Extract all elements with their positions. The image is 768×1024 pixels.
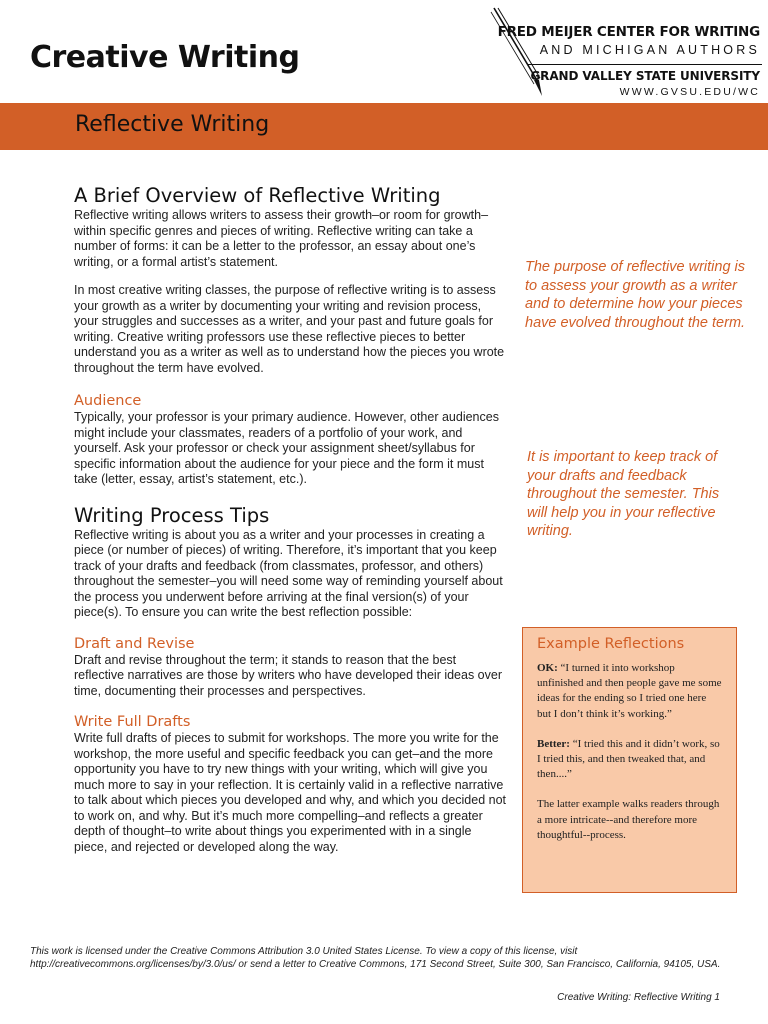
- example-ok-label: OK:: [537, 662, 558, 674]
- page-footer-label: Creative Writing: Reflective Writing 1: [557, 992, 720, 1003]
- example-ok: [537, 661, 722, 722]
- license-footer: This work is licensed under the Creative Commons Attribution 3.0 United States License. To view a copy of this license, visit http://creativecommons.org/licenses/by/3.0/us/ or send a letter to Creative Commons, 171 Second Street, Suite 300, San Francisco, California, 94105, USA.: [30, 946, 721, 970]
- example-better-label: Better:: [537, 737, 570, 750]
- example-box-title: Example Reflections: [537, 636, 685, 652]
- audience-paragraph: Typically, your professor is your primary audience. However, other audiences might include your classmates, readers of a portfolio of your work, and yourself. Ask your professor or check your assignment sheet/syllabus for specific information about the audience for your piece and the form it must take (letter, essay, artist’s statement, etc.).: [74, 410, 499, 486]
- example-better-text: “I tried this and it didn’t work, so I tried this, and then tweaked that, and then....”: [537, 737, 720, 781]
- document-title: Creative Writing: [30, 40, 300, 75]
- tips-paragraph: Reflective writing is about you as a writer and your processes in creating a piece (or number of pieces) of writing. Therefore, it’s important that you keep track of your drafts and feedback (from classmates, professor, and others) throughout the semester–you will need some way of reminding yourself about the process you underwent before arriving at the final version(s) of your piece(s). To ensure you can write the best reflection possible:: [74, 527, 503, 619]
- main-content: [74, 184, 506, 855]
- draft-paragraph: Draft and revise throughout the term; it stands to reason that the best reflective narratives are those by writers who have developed their ideas over time, documenting their processes and perspectives.: [74, 652, 502, 698]
- pullquote-purpose: The purpose of reflective writing is to assess your growth as a writer and to determine how your pieces have evolved throughout the term.: [525, 259, 746, 331]
- logo-line-university: GRAND VALLEY STATE UNIVERSITY: [530, 69, 760, 83]
- draft-heading: Draft and Revise: [74, 635, 195, 652]
- section-banner: [0, 103, 768, 150]
- tips-heading: Writing Process Tips: [74, 503, 270, 527]
- overview-paragraph-2: In most creative writing classes, the purpose of reflective writing is to assess your growth as a writer by documenting your writing and revision process, your struggles and successes as a writer, and your past and future goals for writing. Creative writing professors use these reflective pieces to better understand you as a writer as well as to understand how the pieces you wrote throughout the term have evolved.: [74, 283, 505, 375]
- audience-heading: Audience: [74, 393, 142, 409]
- example-ok-text: “I turned it into workshop unfinished and then people gave me some ideas for the ending so I tried one here but I don’t think it’s working.”: [537, 662, 722, 720]
- full-drafts-paragraph: Write full drafts of pieces to submit for workshops. The more you write for the workshop, the more useful and specific feedback you can get–and the more opportunity you have to try new things with your writing, which will give you much more to say in your reflection. It is certainly valid in a reflective narrative to talk about which pieces you developed and why, and which you decided not to work on, and why. But it’s much more compelling–and reflects a greater depth of thought–to write about things you experimented with in a single piece, and rejected or developed along the way.: [74, 731, 507, 854]
- example-better: [537, 737, 722, 783]
- logo-line-center: FRED MEIJER CENTER FOR WRITING: [497, 24, 760, 40]
- logo-divider: [528, 64, 762, 65]
- logo-line-authors: AND MICHIGAN AUTHORS: [539, 43, 760, 57]
- full-drafts-heading: Write Full Drafts: [74, 714, 191, 730]
- gvsu-writing-center-logo: [488, 6, 766, 98]
- overview-heading: A Brief Overview of Reflective Writing: [74, 184, 441, 207]
- overview-paragraph-1: Reflective writing allows writers to assess their growth–or room for growth–within specific genres and pieces of writing. Reflective writing can take a number of forms: it can be a letter to the professor, an essay about one’s writing, or a formal artist’s statement.: [74, 208, 489, 269]
- logo-line-url[interactable]: WWW.GVSU.EDU/WC: [619, 86, 760, 98]
- banner-title: Reflective Writing: [75, 112, 270, 137]
- example-closing: The latter example walks readers through a more intricate--and therefore more thoughtful--process.: [537, 798, 720, 841]
- example-reflections-box: [522, 627, 737, 893]
- pullquote-track-drafts: It is important to keep track of your drafts and feedback throughout the semester. This will help you in your reflective writing.: [527, 449, 720, 539]
